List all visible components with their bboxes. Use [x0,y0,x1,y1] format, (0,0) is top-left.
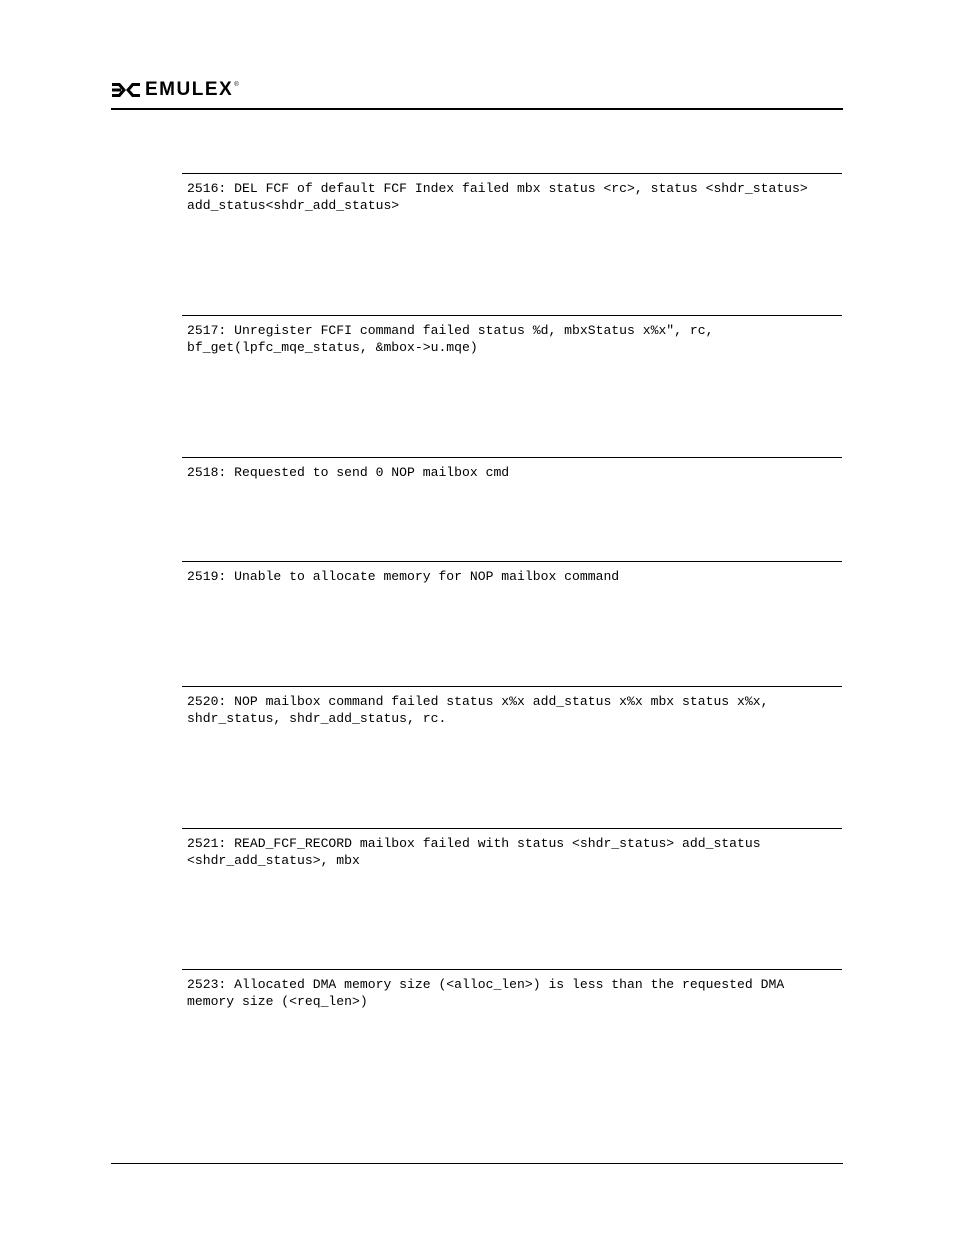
log-message-entry [182,457,842,481]
log-message-line: <shdr_add_status>, mbx [187,853,360,868]
log-message-entry [182,173,842,214]
footer-divider [111,1163,843,1164]
log-message-text [182,970,842,1010]
log-message-entry [182,315,842,356]
log-message-text [182,174,842,214]
log-message-line: 2523: Allocated DMA memory size (<alloc_len>) is less than the requested DMA [187,977,785,992]
log-message-text [182,316,842,356]
log-message-line: 2519: Unable to allocate memory for NOP mailbox command [187,569,620,584]
log-message-text [182,829,842,869]
log-message-line: memory size (<req_len>) [187,994,368,1009]
log-message-entry [182,561,842,585]
log-message-line: 2518: Requested to send 0 NOP mailbox cmd [187,465,510,480]
log-message-entry [182,828,842,869]
brand-name: EMULEX [145,79,234,100]
log-message-line: 2517: Unregister FCFI command failed status %d, mbxStatus x%x", rc, [187,323,714,338]
log-message-text [182,562,842,585]
header-divider [111,108,843,110]
log-message-line: 2521: READ_FCF_RECORD mailbox failed with status <shdr_status> add_status [187,836,761,851]
log-message-text [182,458,842,481]
log-message-line: shdr_status, shdr_add_status, rc. [187,711,447,726]
log-message-text [182,687,842,727]
log-message-line: add_status<shdr_add_status> [187,198,400,213]
log-message-line: bf_get(lpfc_mqe_status, &mbox->u.mqe) [187,340,478,355]
log-message-entry [182,969,842,1010]
log-message-entry [182,686,842,727]
trademark-symbol: ® [234,82,239,88]
log-message-line: 2520: NOP mailbox command failed status x%x add_status x%x mbx status x%x, [187,694,769,709]
emulex-logo-icon [111,81,141,99]
emulex-logo [111,80,239,100]
log-message-line: 2516: DEL FCF of default FCF Index failed mbx status <rc>, status <shdr_status> [187,181,808,196]
